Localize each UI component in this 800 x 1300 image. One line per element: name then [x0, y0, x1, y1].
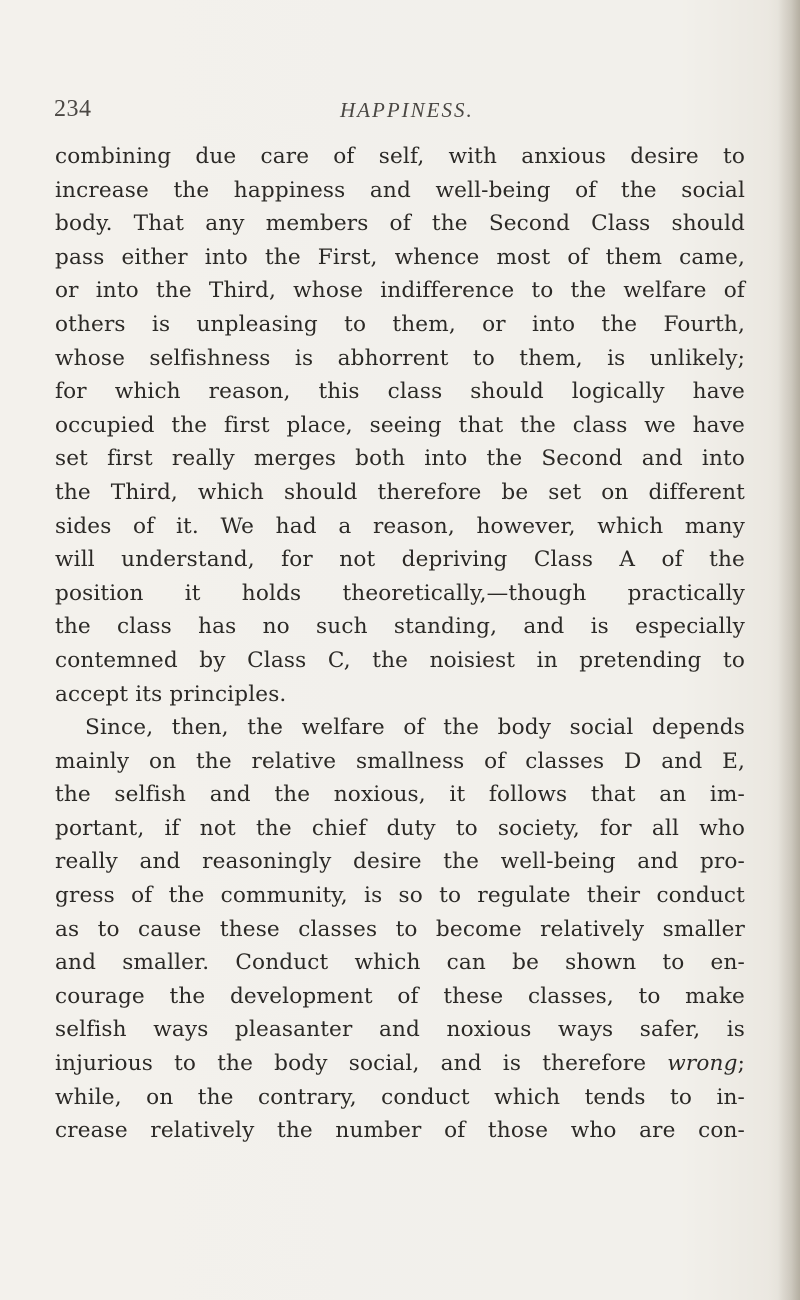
text-line: the class has no such standing, and is especially: [55, 614, 745, 640]
line-text: injurious to the body social, and is therefore: [55, 1051, 647, 1077]
body-text: [55, 140, 745, 1148]
text-line: mainly on the relative smallness of classes D and E,: [55, 748, 745, 774]
text-line: sides of it. We had a reason, however, which many: [55, 513, 745, 539]
text-line: increase the happiness and well-being of the social: [55, 177, 745, 203]
text-line: set first really merges both into the Second and into: [55, 446, 745, 472]
page-header: [0, 96, 800, 136]
text-line: occupied the first place, seeing that the class we have: [55, 412, 745, 438]
text-line: will understand, for not depriving Class A of the: [55, 547, 745, 573]
line-punctuation: ;: [737, 1051, 746, 1077]
text-line: portant, if not the chief duty to society, for all who: [55, 815, 745, 841]
paragraph-start-line: Since, then, the welfare of the body social depends: [85, 715, 745, 741]
text-line: gress of the community, is so to regulate their conduct: [55, 883, 745, 909]
text-line: as to cause these classes to become relatively smaller: [55, 916, 745, 942]
text-line: position it holds theoretically,—though practically: [55, 580, 745, 606]
text-line: courage the development of these classes, to make: [55, 983, 745, 1009]
text-line: pass either into the First, whence most of them came,: [55, 244, 745, 270]
text-line: body. That any members of the Second Class should: [55, 211, 745, 237]
emphasized-word: wrong: [667, 1051, 738, 1077]
text-line: combining due care of self, with anxious desire to: [55, 144, 745, 169]
text-line: for which reason, this class should logically have: [55, 379, 745, 405]
text-line: while, on the contrary, conduct which tends to in-: [55, 1084, 745, 1110]
text-line-with-emphasis: [55, 1047, 745, 1081]
text-line: crease relatively the number of those who are con-: [55, 1118, 745, 1144]
text-line: or into the Third, whose indifference to the welfare of: [55, 278, 745, 304]
text-line: others is unpleasing to them, or into the Fourth,: [55, 311, 745, 337]
text-line: and smaller. Conduct which can be shown to en-: [55, 950, 745, 976]
text-line: the Third, which should therefore be set on different: [55, 479, 745, 505]
paragraph-end-line: accept its principles.: [55, 681, 287, 707]
text-line: selfish ways pleasanter and noxious ways safer, is: [55, 1017, 745, 1043]
text-line: whose selfishness is abhorrent to them, is unlikely;: [55, 345, 745, 371]
page-edge-shadow: [778, 0, 800, 1300]
page-number: 234: [54, 96, 92, 122]
text-line: contemned by Class C, the noisiest in pretending to: [55, 647, 745, 673]
text-line: really and reasoningly desire the well-being and pro-: [55, 849, 745, 875]
text-line: the selfish and the noxious, it follows that an im-: [55, 782, 745, 808]
running-head: HAPPINESS.: [340, 98, 474, 122]
